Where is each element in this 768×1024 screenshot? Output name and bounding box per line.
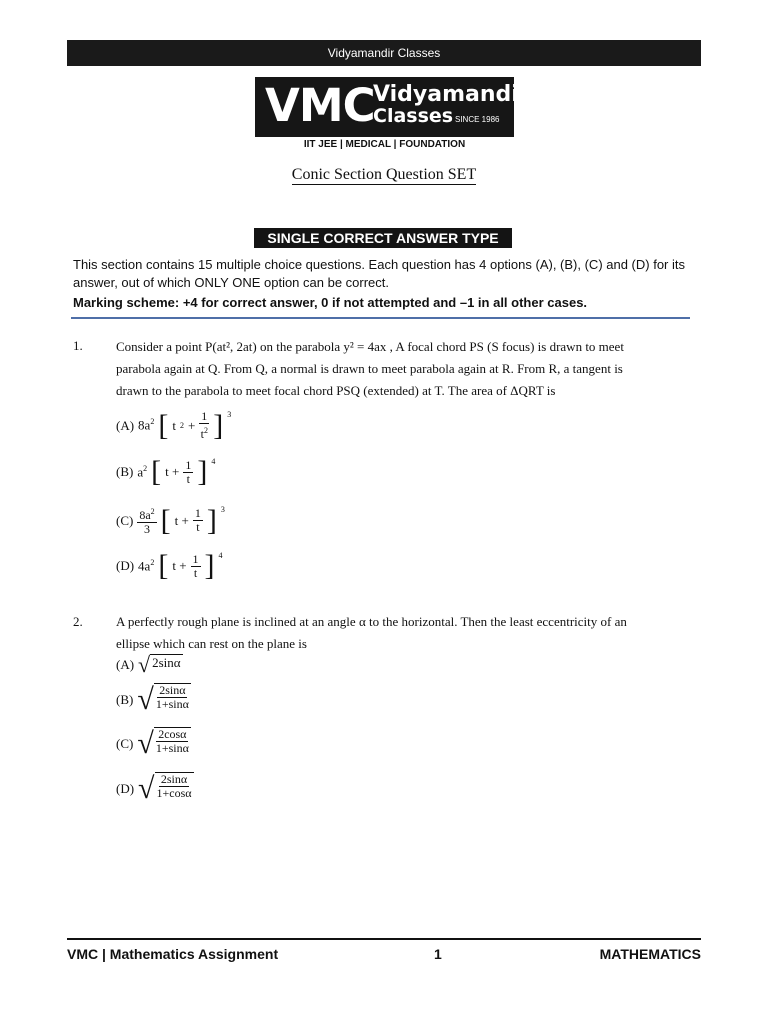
option-math: $a^2$ bbox=[137, 463, 148, 480]
question-text-line: Consider a point P(at², 2at) on the parabola y² = 4ax , A focal chord PS (S focus) is drawn to meet bbox=[116, 339, 624, 354]
option-label: (C) bbox=[116, 512, 134, 528]
header-bar-text: Vidyamandir Classes bbox=[327, 46, 441, 60]
section-divider bbox=[71, 317, 690, 319]
document-title bbox=[0, 166, 768, 184]
option-b[interactable]: (B) $a^2$ [ t + $\frac{1}{t}$ ] $^4$ bbox=[116, 455, 216, 488]
footer-left: VMC | Mathematics Assignment bbox=[67, 946, 279, 962]
page-number: 1 bbox=[434, 946, 442, 962]
section-intro: This section contains 15 multiple choice questions. Each question has 4 options (A), (B), (C) and (D) for its answer, out of which ONLY ONE option can be correct. bbox=[73, 257, 686, 290]
header-bar bbox=[67, 40, 701, 66]
question-number: 2. bbox=[73, 614, 83, 629]
question-text-line: parabola again at Q. From Q, a normal is drawn to meet parabola again at R. From R, a tangent is bbox=[116, 361, 623, 376]
vmc-logo bbox=[255, 77, 530, 137]
question-text-line: drawn to the parabola to meet focal chord PSQ (extended) at T. The area of ΔQRT is bbox=[116, 383, 556, 398]
option-label: (B) bbox=[116, 692, 134, 707]
logo-line1: Vidyamandir bbox=[373, 82, 530, 107]
question-number: 1. bbox=[73, 338, 83, 353]
option-label: (B) bbox=[116, 464, 134, 479]
option-c[interactable] bbox=[116, 727, 191, 761]
marking-scheme: Marking scheme: +4 for correct answer, 0 if not attempted and –1 in all other cases. bbox=[73, 295, 588, 310]
question-text bbox=[116, 611, 696, 655]
option-math: √ $\frac{2\sin\alpha}{1+\cos\alpha}$ bbox=[138, 772, 192, 805]
logo-line2: Classes bbox=[373, 105, 454, 127]
question-text-line: A perfectly rough plane is inclined at an angle α to the horizontal. Then the least eccentricity of an bbox=[116, 614, 627, 629]
option-b[interactable] bbox=[116, 683, 191, 717]
logo-since: SINCE 1986 bbox=[455, 115, 500, 124]
option-label: (D) bbox=[116, 558, 135, 573]
logo-tagline: IIT JEE | MEDICAL | FOUNDATION bbox=[303, 139, 466, 150]
option-math: √ $\frac{2\cos\alpha}{1+\sin\alpha}$ bbox=[137, 727, 189, 760]
option-math: √ $\frac{2\sin\alpha}{1+\sin\alpha}$ bbox=[137, 683, 189, 716]
option-math: √ 2sinα bbox=[138, 652, 181, 677]
option-label: (D) bbox=[116, 781, 135, 796]
document-title-text: Conic Section Question SET bbox=[291, 166, 477, 183]
option-math: $8a^2$ bbox=[138, 417, 155, 433]
option-c[interactable]: (C) $\frac{8a^2}{3}$ [ t + $\frac{1}{t}$ ] $^3$ bbox=[116, 503, 225, 537]
footer-right: MATHEMATICS bbox=[599, 946, 701, 962]
logo-mark: VMC bbox=[265, 79, 375, 132]
option-a[interactable] bbox=[116, 654, 183, 676]
footer-divider bbox=[67, 938, 701, 940]
section-heading: SINGLE CORRECT ANSWER TYPE bbox=[254, 228, 512, 248]
option-label: (C) bbox=[116, 736, 134, 751]
question-text bbox=[116, 336, 696, 402]
option-label: (A) bbox=[116, 417, 135, 433]
question-text-line: ellipse which can rest on the plane is bbox=[116, 636, 307, 651]
option-d[interactable]: (D) $4a^2$ [ t + $\frac{1}{t}$ ] $^4$ bbox=[116, 549, 223, 582]
option-math: $\frac{8a^2}{3}$ bbox=[139, 507, 155, 536]
option-math: $4a^2$ bbox=[138, 557, 155, 574]
option-d[interactable] bbox=[116, 772, 194, 806]
option-a[interactable]: (A) $8a^2$ [ t 2 + $\frac{1}{t^2}$ ] $^3$ bbox=[116, 408, 232, 442]
option-label: (A) bbox=[116, 657, 135, 672]
